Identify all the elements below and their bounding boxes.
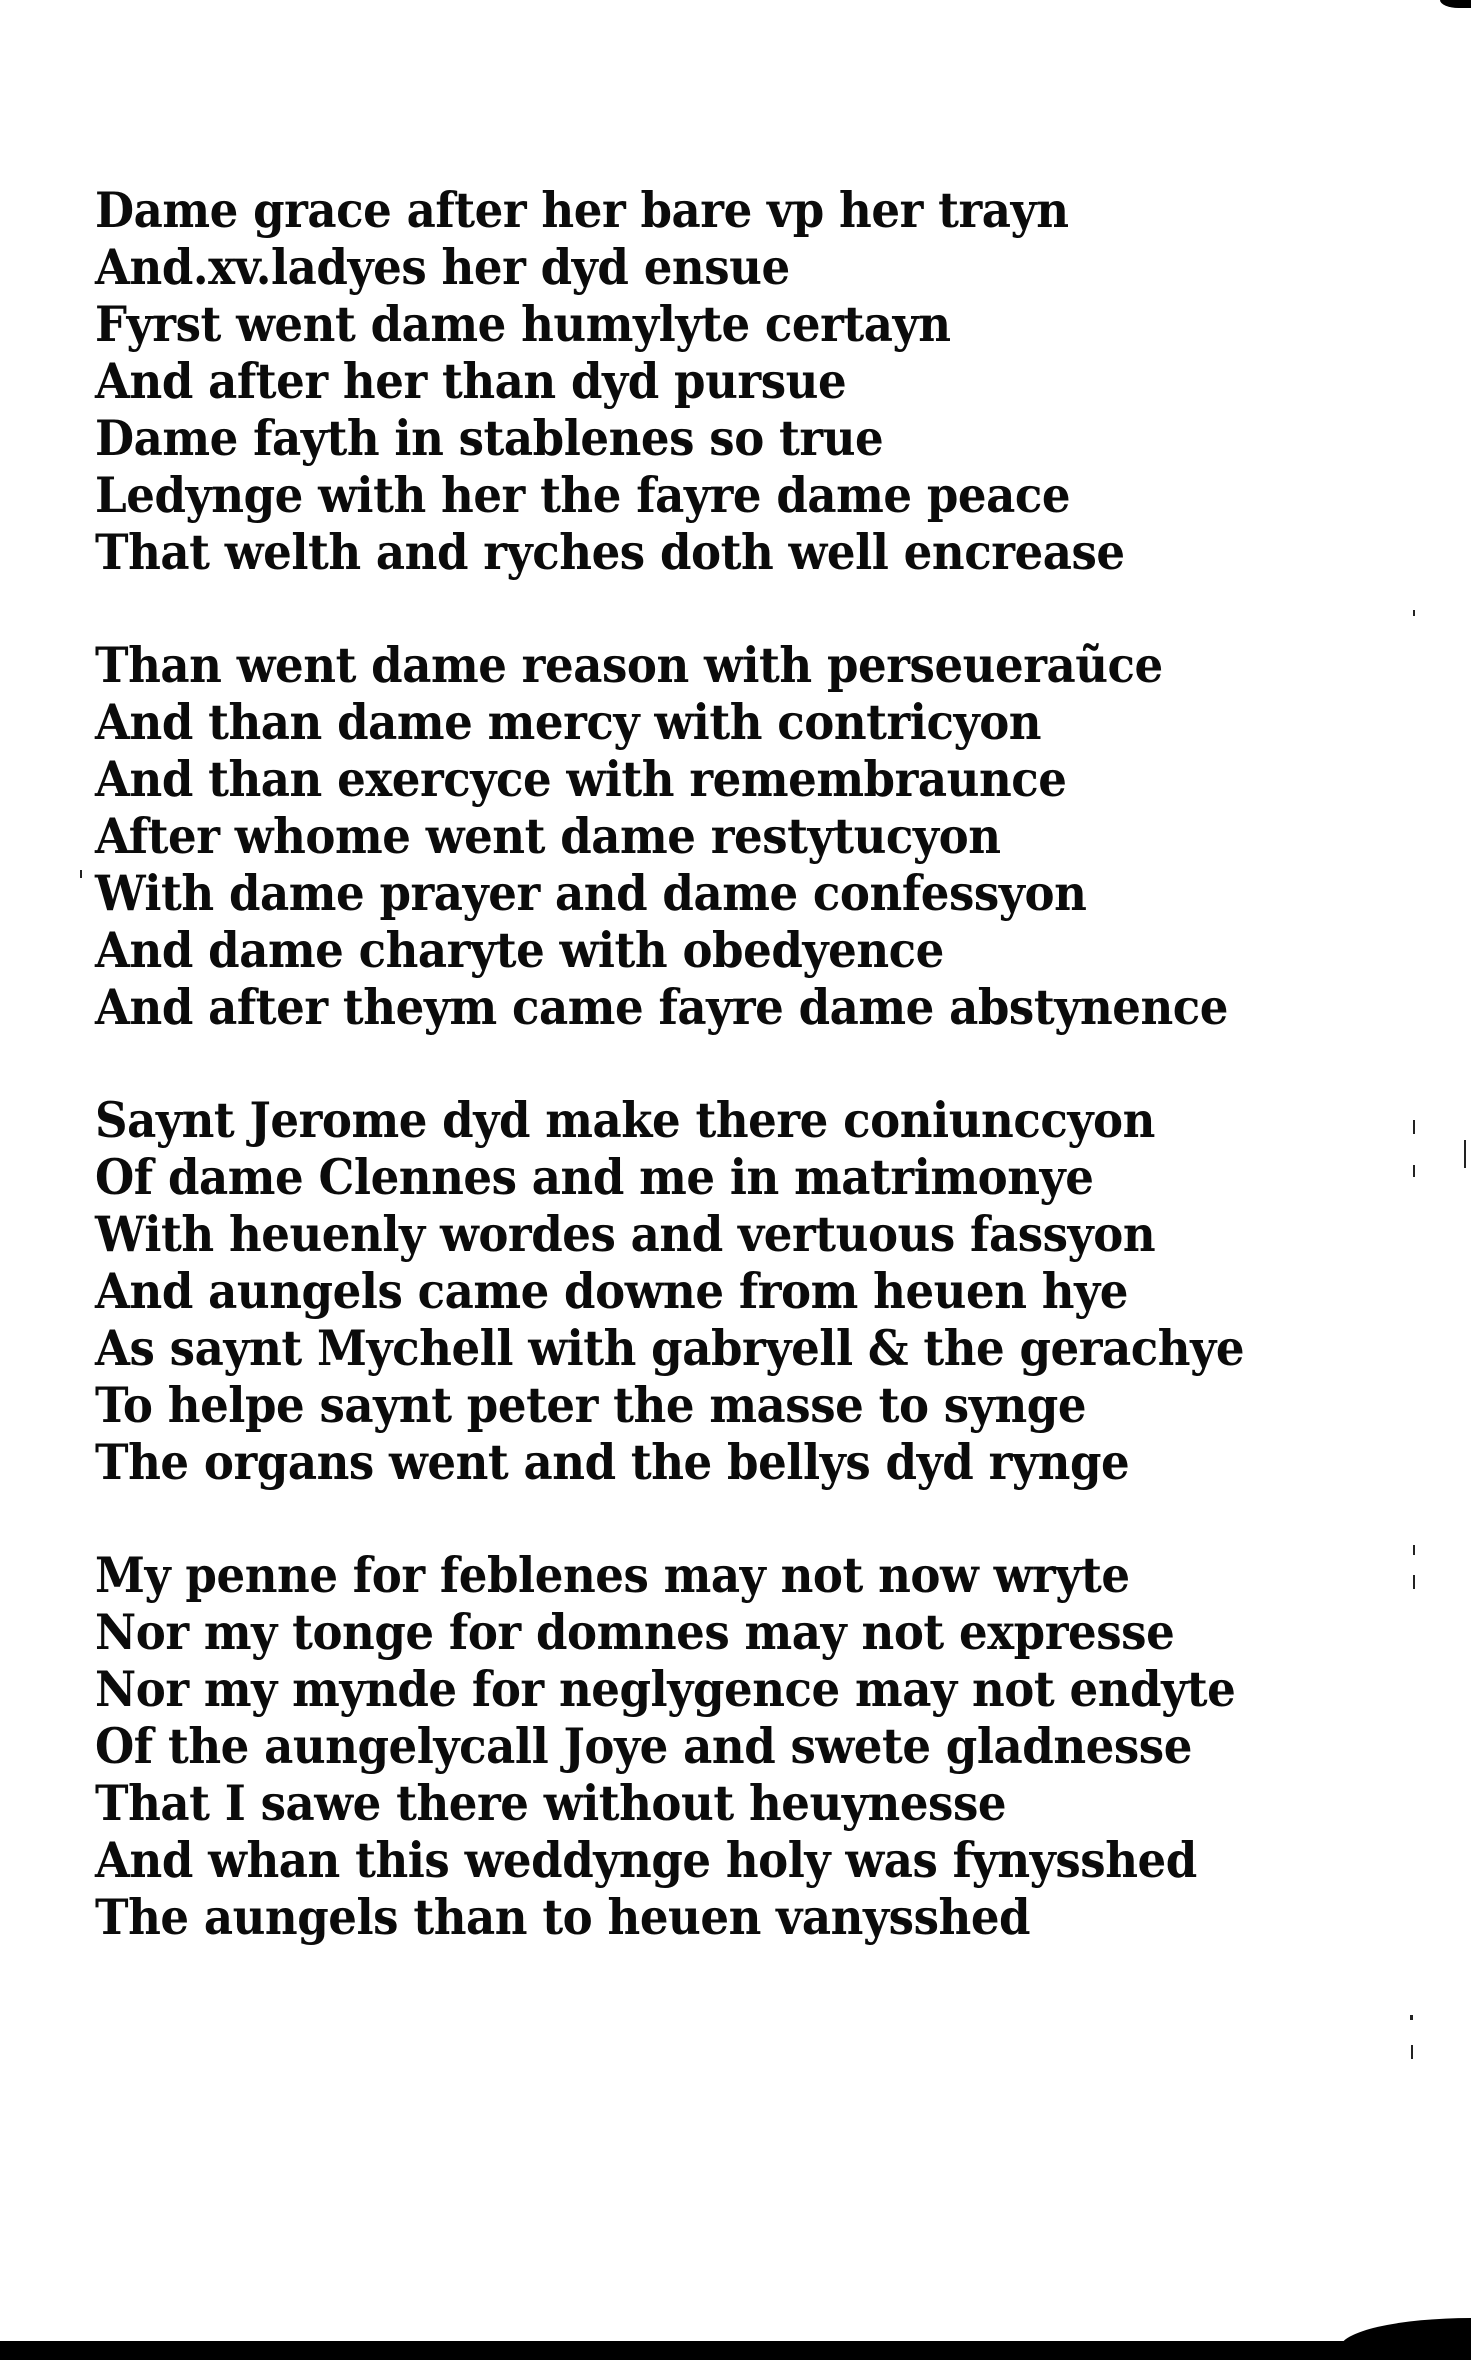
verse-line: And after theym came fayre dame abstynence bbox=[95, 978, 1229, 1036]
scan-speck bbox=[1411, 2045, 1413, 2059]
scan-speck bbox=[1464, 1140, 1466, 1168]
verse-line: Nor my tonge for domnes may not expresse bbox=[95, 1603, 1175, 1661]
scan-speck bbox=[1413, 610, 1415, 616]
stanza-3 bbox=[95, 1091, 1245, 1491]
verse-line: Ledynge with her the fayre dame peace bbox=[95, 466, 1071, 524]
verse-line: And than dame mercy with contricyon bbox=[95, 693, 1042, 751]
verse-line: The aungels than to heuen vanysshed bbox=[95, 1888, 1031, 1946]
verse-line: And aungels came downe from heuen hye bbox=[95, 1262, 1129, 1320]
verse-line: Dame fayth in stablenes so true bbox=[95, 409, 884, 467]
stanza-1 bbox=[95, 182, 1155, 581]
scan-speck bbox=[1413, 1575, 1415, 1589]
scan-speck bbox=[1413, 1165, 1415, 1177]
verse-line: Nor my mynde for neglygence may not endyte bbox=[95, 1660, 1236, 1718]
verse-line: And after her than dyd pursue bbox=[95, 352, 847, 410]
verse-line: That welth and ryches doth well encrease bbox=[95, 523, 1125, 581]
verse-line: Of the aungelycall Joye and swete gladnesse bbox=[95, 1717, 1192, 1775]
scan-speck bbox=[1410, 2015, 1413, 2020]
stanza-2 bbox=[95, 636, 1229, 1036]
verse-line: With dame prayer and dame confessyon bbox=[95, 864, 1087, 922]
verse-line: To helpe saynt peter the masse to synge bbox=[95, 1376, 1087, 1434]
verse-line: And.xv.ladyes her dyd ensue bbox=[95, 238, 790, 296]
verse-line: As saynt Mychell with gabryell & the gerachye bbox=[95, 1319, 1245, 1377]
verse-line: Of dame Clennes and me in matrimonye bbox=[95, 1148, 1094, 1206]
verse-line: And whan this weddynge holy was fynysshed bbox=[95, 1831, 1197, 1889]
ink-blot bbox=[1440, 0, 1471, 8]
verse-line: And dame charyte with obedyence bbox=[95, 921, 944, 979]
verse-line: Than went dame reason with perseueraũce bbox=[95, 636, 1163, 694]
verse-line: Dame grace after her bare vp her trayn bbox=[95, 181, 1069, 239]
poem-text bbox=[95, 181, 1245, 1946]
stanza-4 bbox=[95, 1546, 1236, 1946]
verse-line: With heuenly wordes and vertuous fassyon bbox=[95, 1205, 1156, 1263]
verse-line: That I sawe there without heuynesse bbox=[95, 1774, 1007, 1832]
verse-line: And than exercyce with remembraunce bbox=[95, 750, 1067, 808]
verse-line: The organs went and the bellys dyd rynge bbox=[95, 1433, 1130, 1491]
verse-line: Saynt Jerome dyd make there coniunccyon bbox=[95, 1091, 1155, 1149]
verse-line: After whome went dame restytucyon bbox=[95, 807, 1001, 865]
scan-speck bbox=[1413, 1120, 1415, 1134]
scan-speck bbox=[80, 870, 82, 878]
page-edge-rule bbox=[0, 2341, 1471, 2360]
verse-line: Fyrst went dame humylyte certayn bbox=[95, 295, 951, 353]
verse-line: My penne for feblenes may not now wryte bbox=[95, 1546, 1130, 1604]
scan-speck bbox=[1413, 1545, 1415, 1555]
